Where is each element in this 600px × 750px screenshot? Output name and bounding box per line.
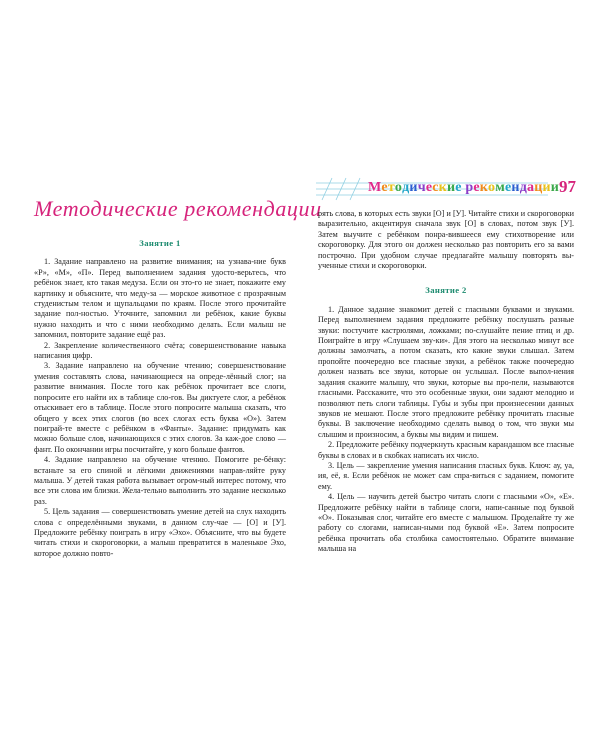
lesson-1-heading: Занятие 1 bbox=[139, 238, 181, 248]
title-letter: д bbox=[519, 180, 527, 195]
paragraph: 3. Цель — закрепление умения написания гласных букв. Ключ: ау, уа, ия, её, я. Если ребёнок не может сам спра-виться с заданием, помогите ему. bbox=[318, 460, 574, 491]
title-letter: р bbox=[465, 180, 474, 195]
paragraph: 3. Задание направлено на обучение чтению; совершенствование умения составлять слова, начинающиеся на опреде-лённый слог; на развитие внимания. После того как ребёнок прочитает все слоги, попросите его найти их в таблице сло-гов. Вы диктуете слог, а ребёнок отыскивает его в таблице. После этого попросите малыша сказать, что общего у всех этих слогов (во всех слогах есть буква «О»). Затем поиграй-те вместе с ребёнком в «Фанты». Задание: придумать как можно больше слов, начинающихся с этих слогов. За каж-дое слово — фант. По окончании игры посчитайте, у кого больше фантов. bbox=[34, 361, 286, 454]
title-letter: е bbox=[505, 180, 512, 195]
title-letter: е bbox=[425, 180, 433, 195]
title-letter: М bbox=[368, 180, 382, 195]
title-letter: к bbox=[438, 180, 447, 195]
title-letter: е bbox=[473, 180, 480, 195]
title-letter: и bbox=[542, 180, 551, 195]
title-letter: о bbox=[488, 180, 496, 195]
title-letter: т bbox=[387, 180, 395, 195]
paragraph: 2. Закрепление количественного счёта; совершенствование навыка написания цифр. bbox=[34, 340, 286, 361]
page-number: 97 bbox=[559, 177, 576, 196]
paragraph: 4. Задание направлено на обучение чтению. Помогите ре-бёнку: встаньте за его спиной и лёгкими движениями направ-ляйте руку малыша. У детей такая работа вызывает огром-ный интерес потому, что все эти слова им близки. Жела-тельно выполнить это задание несколько раз. bbox=[34, 455, 286, 506]
title-letter: н bbox=[511, 180, 520, 195]
title-letter: д bbox=[402, 180, 410, 195]
title-letter: и bbox=[550, 180, 560, 195]
title-letter: к bbox=[479, 180, 489, 195]
title-letter: м bbox=[495, 180, 505, 195]
left-column bbox=[34, 238, 286, 559]
running-header-title bbox=[368, 180, 559, 196]
paragraph: 4. Цель — научить детей быстро читать слоги с гласными «О», «Е». Предложите ребёнку найти в таблице слоги, напи-санные под буквой «О». Показывая слог, читайте его вместе с малышом. Проделайте ту же работу со слогами, написан-ными под буквой «Е». Затем попросите ребёнка прочитать оба столбика самостоятельно. Обратите внимание малыша на bbox=[318, 492, 574, 554]
title-letter: ц bbox=[534, 180, 543, 195]
title-letter: и bbox=[446, 180, 456, 195]
title-letter: и bbox=[409, 180, 418, 195]
paragraph: 2. Предложите ребёнку подчеркнуть красным карандашом все гласные буквы в словах и в скобках написать их число. bbox=[318, 440, 574, 460]
title-letter: ч bbox=[417, 180, 426, 195]
right-column bbox=[318, 209, 574, 555]
title-letter: е bbox=[381, 180, 388, 195]
paragraph: 1. Задание направлено на развитие внимания; на узнава-ние букв «Р», «М», «П». Перед выполнением задания удосто-верьтесь, что ребёнок знает, кто такая медуза. Если он это-го не знает, покажите ему картинку и объясните, что меду-за — морское животное с прозрачным студенистым телом и щупальцами по краям. После этого прочитайте задание пол-ностью. Уточните, запомнил ли ребёнок, какие буквы нужно находить и что с ними необходимо делать. Если малыш не запомнил, повторите задание ещё раз. bbox=[34, 257, 286, 340]
title-letter: е bbox=[455, 180, 462, 195]
title-letter: о bbox=[394, 180, 403, 195]
title-letter: с bbox=[432, 180, 439, 195]
title-letter: а bbox=[527, 180, 535, 195]
paragraph: 5. Цель задания — совершенствовать умение детей на слух находить слова с определёнными звуками, в данном слу-чае — [О] и [У]. Предложите ребёнку поиграть в игру «Эхо». Объясните, что вы будете читать стихи и скороговорки, а малыш превратится в маленькое Эхо, которое должно повто- bbox=[34, 507, 286, 558]
lesson-2-heading: Занятие 2 bbox=[425, 285, 467, 296]
running-header bbox=[316, 176, 580, 202]
paragraph: 1. Данное задание знакомит детей с гласными буквами и звуками. Перед выполнением задания предложите ребёнку послушать разные звуки: постучите кастрюлями, ложками; по-слушайте пение птиц и др. Поиграйте в игру «Слушаем зву-ки». Для этого на несколько минут все должны замолчать, а потом сказать, кто какие звуки слышал. Затем пропойте поочередно все гласные звуки, а ребёнок также поочередно должен назвать все звуки, которые он услышал. После выпол-нения задания скажите малышу, что звуки, которые вы про-пели, называются гласными. Расскажите, что это особенные звуки, они задают мелодию и позволяют петь слоги таблицы. Губы и зубы при произнесении данных звуков не мешают. После этого предложите ребёнку прочитать гласные буквы. В заключение необходимо сделать вывод о том, что звуки мы слышим и произносим, а буквы мы видим и пишем. bbox=[318, 304, 574, 439]
page-title: Методические рекомендации bbox=[34, 196, 322, 221]
continued-paragraph: рять слова, в которых есть звуки [О] и [У]. Читайте стихи и скороговорки выразительно, акцентируя сначала звук [О] в словах, потом звук [У]. Затем выучите с ребёнком понра-вившееся ему стихотворение или скороговорку. Для этого он должен несколько раз повторить его за вами построчно. При удобном случае предлагайте малышу повторять вы-ученные стихи и скороговорки. bbox=[318, 209, 574, 271]
